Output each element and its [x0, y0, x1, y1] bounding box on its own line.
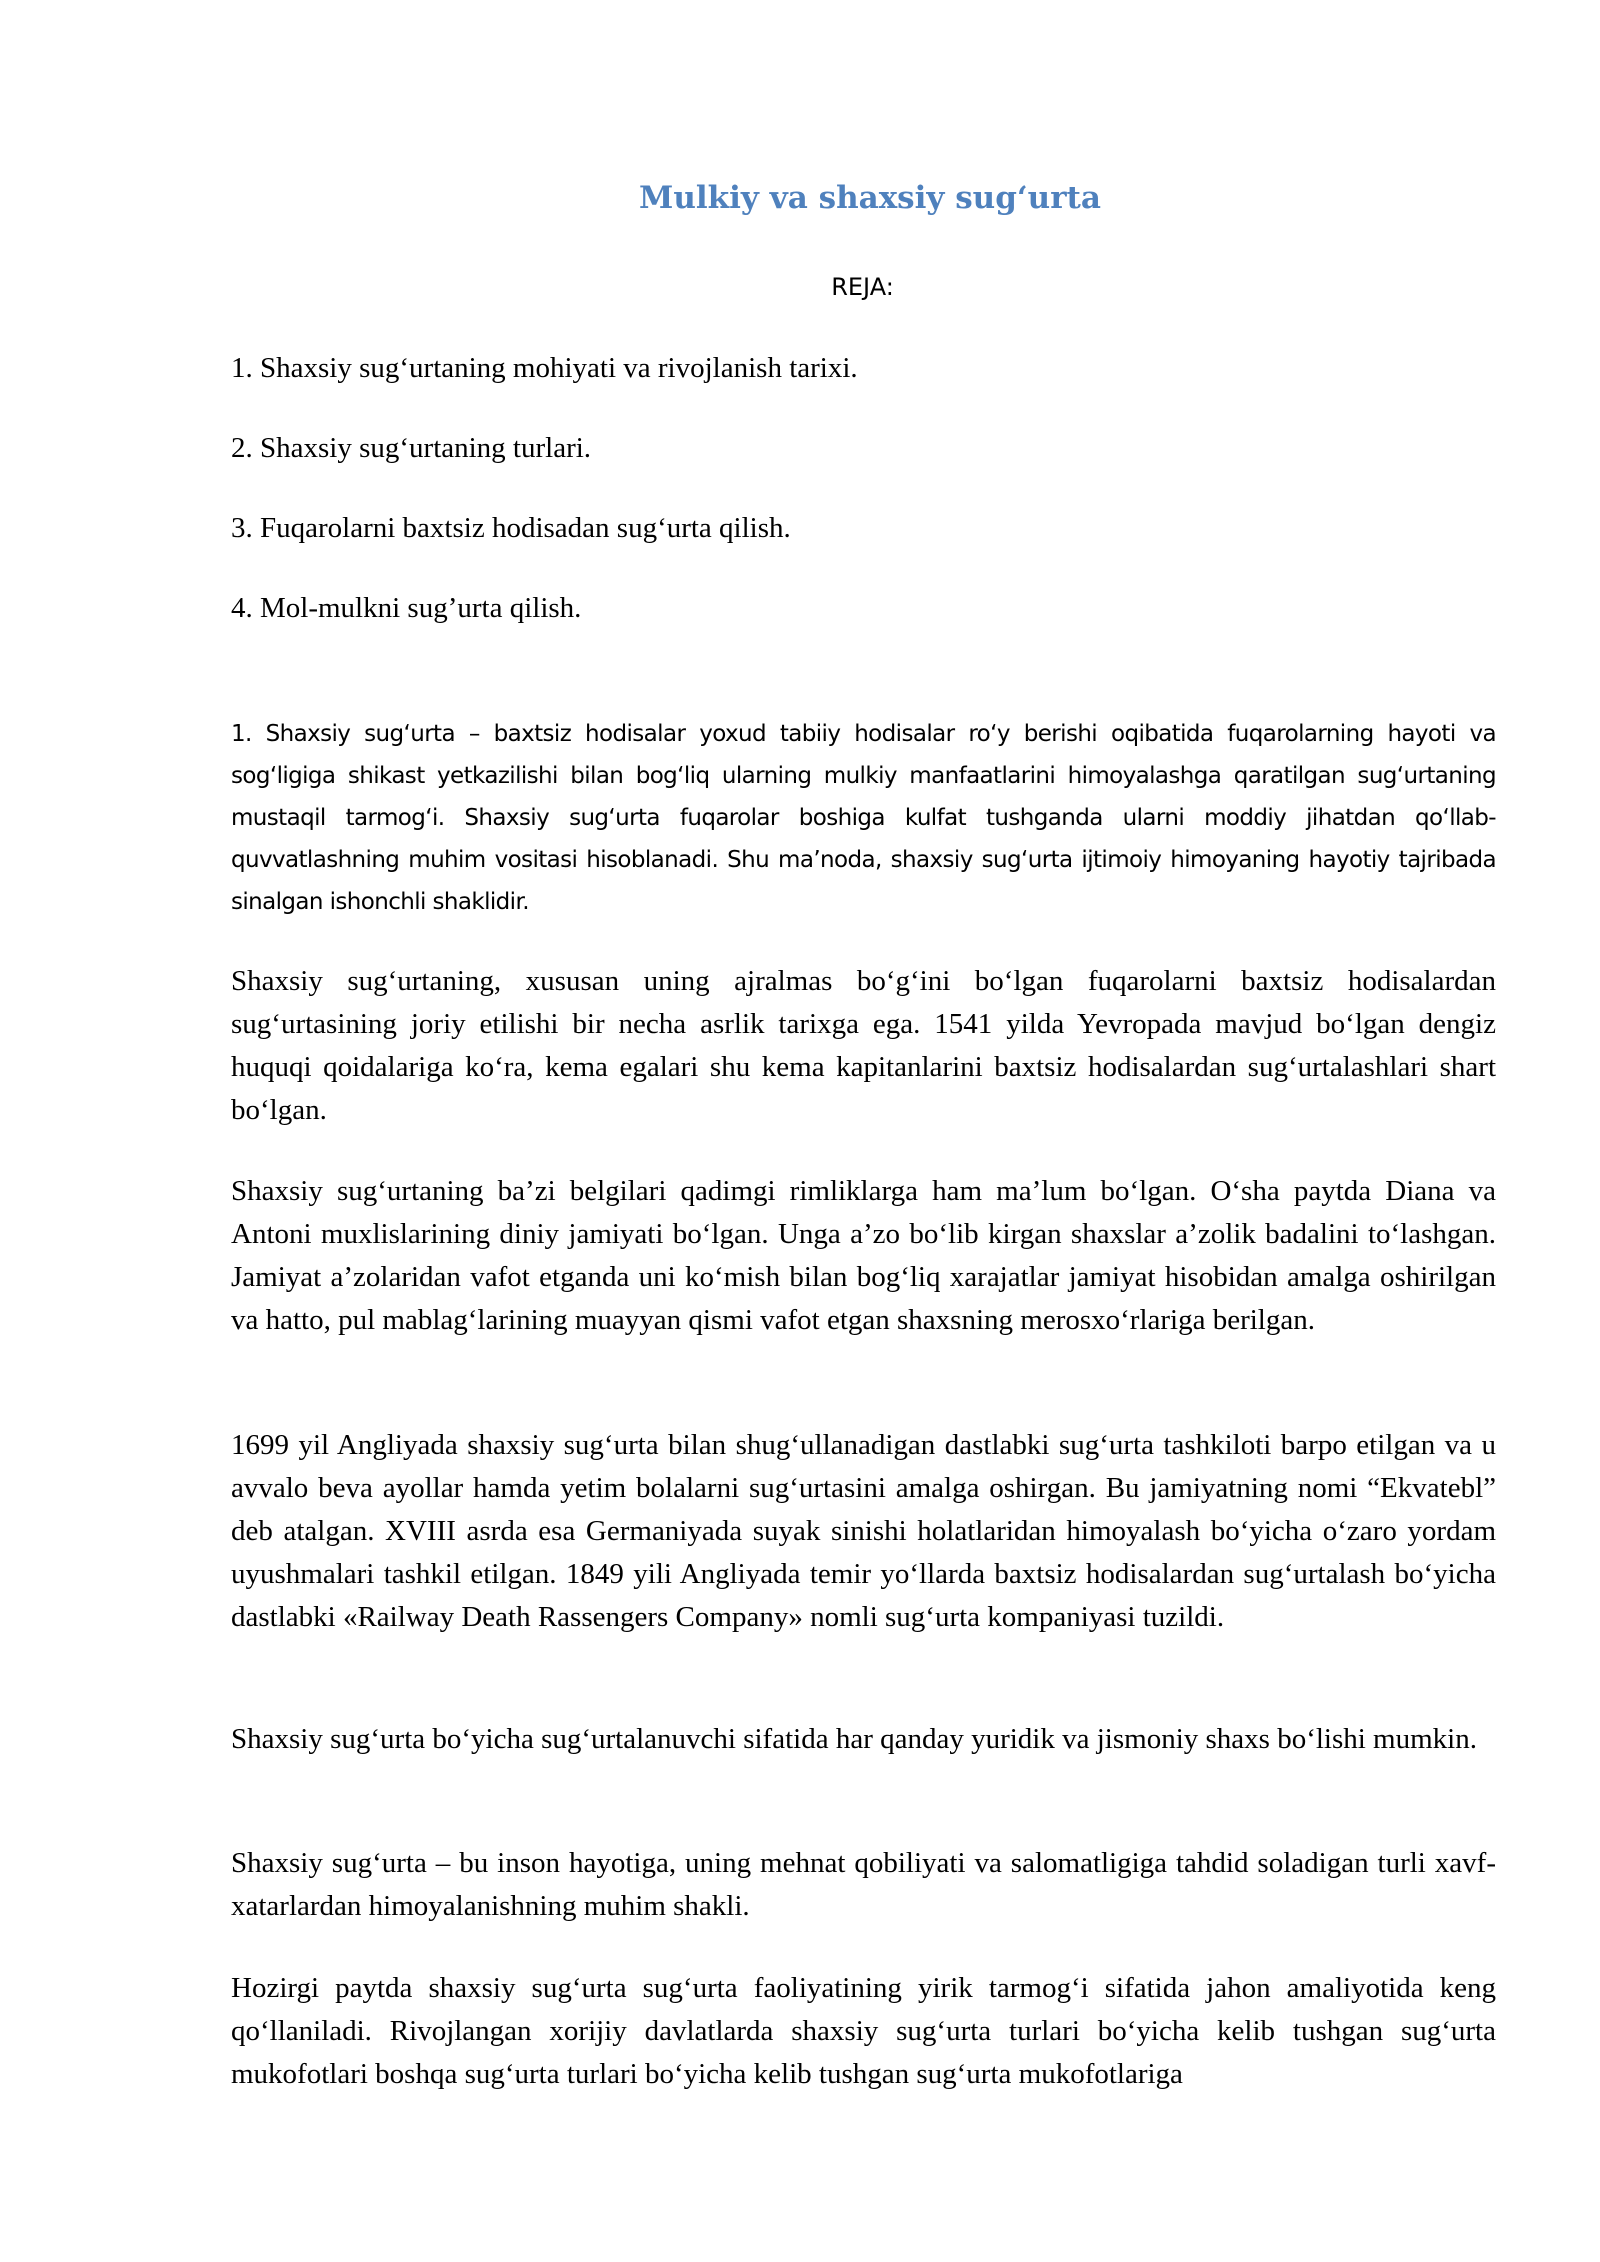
body-paragraph: Shaxsiy sug‘urtaning ba’zi belgilari qadimgi rimliklarga ham ma’lum bo‘lgan. O‘sha paytda Diana va Antoni muxlislarining diniy jamiyati bo‘lgan. Unga a’zo bo‘lib kirgan shaxslar a’zolik badalini to‘lashgan. Jamiyat a’zolaridan vafot etganda uni ko‘mish bilan bog‘liq xarajatlar jamiyat hisobidan amalga oshirilgan va hatto, pul mablag‘larining muayyan qismi vafot etgan shaxsning merosxo‘rlariga berilgan.: [231, 1175, 1496, 1336]
body-paragraph: Shaxsiy sug‘urta – bu inson hayotiga, uning mehnat qobiliyati va salomatligiga tahdid soladigan turli xavf-xatarlardan himoyalanishning muhim shakli.: [231, 1847, 1496, 1922]
plan-item: 2. Shaxsiy sug‘urtaning turlari.: [231, 432, 592, 464]
body-paragraph: Shaxsiy sug‘urta bo‘yicha sug‘urtalanuvchi sifatida har qanday yuridik va jismoniy shaxs bo‘lishi mumkin.: [231, 1723, 1477, 1755]
plan-item: 1. Shaxsiy sug‘urtaning mohiyati va rivojlanish tarixi.: [231, 352, 858, 384]
plan-heading: REJA:: [831, 273, 894, 301]
body-paragraph: Hozirgi paytda shaxsiy sug‘urta sug‘urta faoliyatining yirik tarmog‘i sifatida jahon amaliyotida keng qo‘llaniladi. Rivojlangan xorijiy davlatlarda shaxsiy sug‘urta turlari bo‘yicha kelib tushgan sug‘urta mukofotlari boshqa sug‘urta turlari bo‘yicha kelib tushgan sug‘urta mukofotlariga: [231, 1972, 1496, 2090]
body-paragraph: Shaxsiy sug‘urtaning, xususan uning ajralmas bo‘g‘ini bo‘lgan fuqarolarni baxtsiz hodisalardan sug‘urtasining joriy etilishi bir necha asrlik tarixga ega. 1541 yilda Yevropada mavjud bo‘lgan dengiz huquqi qoidalariga ko‘ra, kema egalari shu kema kapitanlarini baxtsiz hodisalardan sug‘urtalashlari shart bo‘lgan.: [231, 965, 1496, 1126]
document-title: Mulkiy va shaxsiy sug‘urta: [639, 180, 1101, 216]
intro-paragraph: 1. Shaxsiy sug‘urta – baxtsiz hodisalar yoxud tabiiy hodisalar ro‘y berishi oqibatida fuqarolarning hayoti va sog‘ligiga shikast yetkazilishi bilan bog‘liq ularning mulkiy manfaatlarini himoyalashga qaratilgan sug‘urtaning mustaqil tarmog‘i. Shaxsiy sug‘urta fuqarolar boshiga kulfat tushganda ularni moddiy jihatdan qo‘llab-quvvatlashning muhim vositasi hisoblanadi. Shu ma’noda, shaxsiy sug‘urta ijtimoiy himoyaning hayotiy tajribada sinalgan ishonchli shaklidir.: [231, 721, 1496, 915]
plan-list: [231, 348, 1496, 668]
plan-item: 4. Mol-mulkni sug’urta qilish.: [231, 592, 582, 624]
body-paragraph: 1699 yil Angliyada shaxsiy sug‘urta bilan shug‘ullanadigan dastlabki sug‘urta tashkiloti barpo etilgan va u avvalo beva ayollar hamda yetim bolalarni sug‘urtasini amalga oshirgan. Bu jamiyatning nomi “Ekvatebl” deb atalgan. XVIII asrda esa Germaniyada suyak sinishi holatlaridan himoyalash bo‘yicha o‘zaro yordam uyushmalari tashkil etilgan. 1849 yili Angliyada temir yo‘llarda baxtsiz hodisalardan sug‘urtalash bo‘yicha dastlabki «Railway Death Rassengers Company» nomli sug‘urta kompaniyasi tuzildi.: [231, 1429, 1496, 1633]
plan-item: 3. Fuqarolarni baxtsiz hodisadan sug‘urta qilish.: [231, 512, 791, 544]
